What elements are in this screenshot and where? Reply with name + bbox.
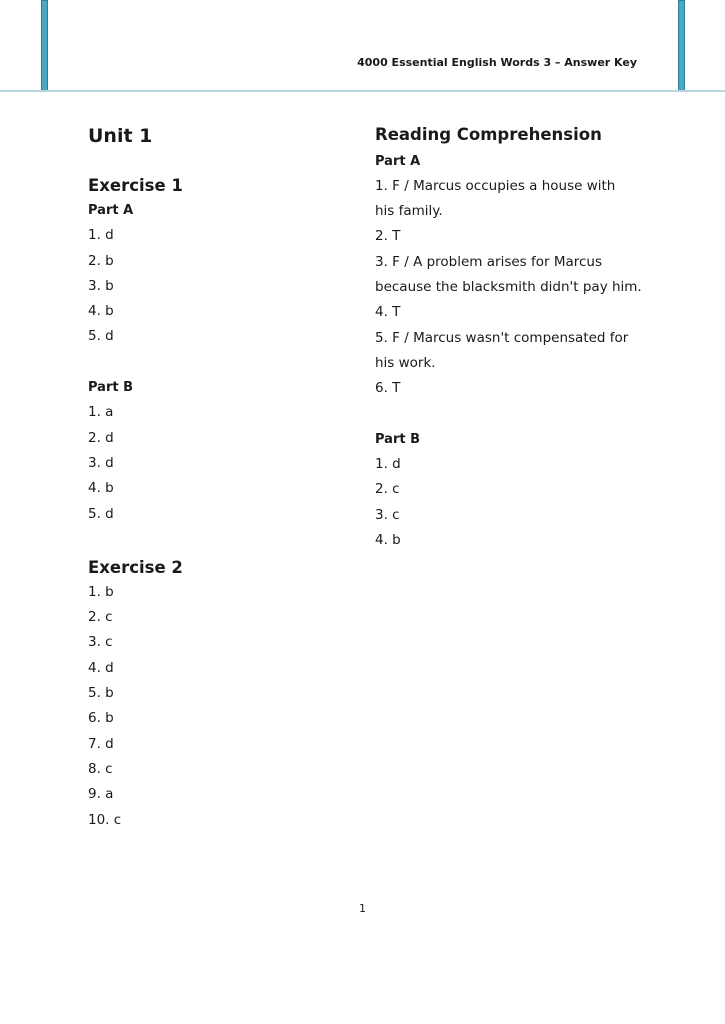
- answer-line: 7. d: [88, 735, 114, 752]
- answer-line: 2. c: [88, 609, 113, 626]
- answer-line: his family.: [375, 203, 443, 220]
- right-column: [375, 122, 642, 553]
- answer-line: 4. d: [88, 659, 114, 676]
- rc-part-b-label: Part B: [375, 431, 421, 447]
- answer-line: 1. F / Marcus occupies a house with: [375, 177, 616, 194]
- reading-comprehension-title: Reading Comprehension: [375, 125, 602, 144]
- answer-line: 6. b: [88, 710, 114, 727]
- answer-line: 2. T: [375, 228, 401, 245]
- answer-line: 5. d: [88, 328, 114, 345]
- answer-line: 2. c: [375, 481, 400, 498]
- answer-line: 5. d: [88, 505, 114, 522]
- answer-line: 4. b: [88, 303, 114, 320]
- answer-line: 10. c: [88, 811, 122, 828]
- answer-line: 1. d: [375, 456, 401, 473]
- exercise-1-title: Exercise 1: [88, 176, 183, 195]
- unit-title: Unit 1: [88, 125, 153, 147]
- answer-line: 1. b: [88, 583, 114, 600]
- answer-line: 3. F / A problem arises for Marcus: [375, 253, 603, 270]
- answer-line: 5. b: [88, 685, 114, 702]
- answer-line: 2. b: [88, 252, 114, 269]
- answer-line: 2. d: [88, 429, 114, 446]
- rc-part-a-label: Part A: [375, 153, 421, 169]
- answer-line: 1. d: [88, 227, 114, 244]
- answer-line: 4. b: [375, 531, 401, 548]
- page-number: 1: [359, 902, 366, 915]
- answer-line: 3. b: [88, 277, 114, 294]
- answer-line: 3. c: [88, 634, 113, 651]
- answer-line: because the blacksmith didn't pay him.: [375, 278, 642, 295]
- ex1-part-a-label: Part A: [88, 203, 134, 218]
- answer-line: 3. d: [88, 454, 114, 471]
- left-header-bar: [41, 0, 48, 92]
- answer-line: 1. a: [88, 404, 114, 421]
- exercise-2-title: Exercise 2: [88, 557, 183, 577]
- answer-line: 5. F / Marcus wasn't compensated for: [375, 329, 629, 346]
- header-rule: [0, 90, 725, 92]
- left-column: [88, 124, 183, 833]
- answer-line: 8. c: [88, 760, 113, 777]
- answer-line: his work.: [375, 354, 436, 371]
- answer-line: 4. b: [88, 480, 114, 497]
- answer-line: 4. T: [375, 304, 401, 321]
- ex1-part-b-label: Part B: [88, 380, 134, 396]
- right-header-bar: [678, 0, 685, 92]
- answer-line: 3. c: [375, 506, 400, 523]
- answer-line: 9. a: [88, 786, 114, 803]
- running-header: 4000 Essential English Words 3 – Answer Key: [357, 56, 637, 69]
- answer-line: 6. T: [375, 380, 401, 397]
